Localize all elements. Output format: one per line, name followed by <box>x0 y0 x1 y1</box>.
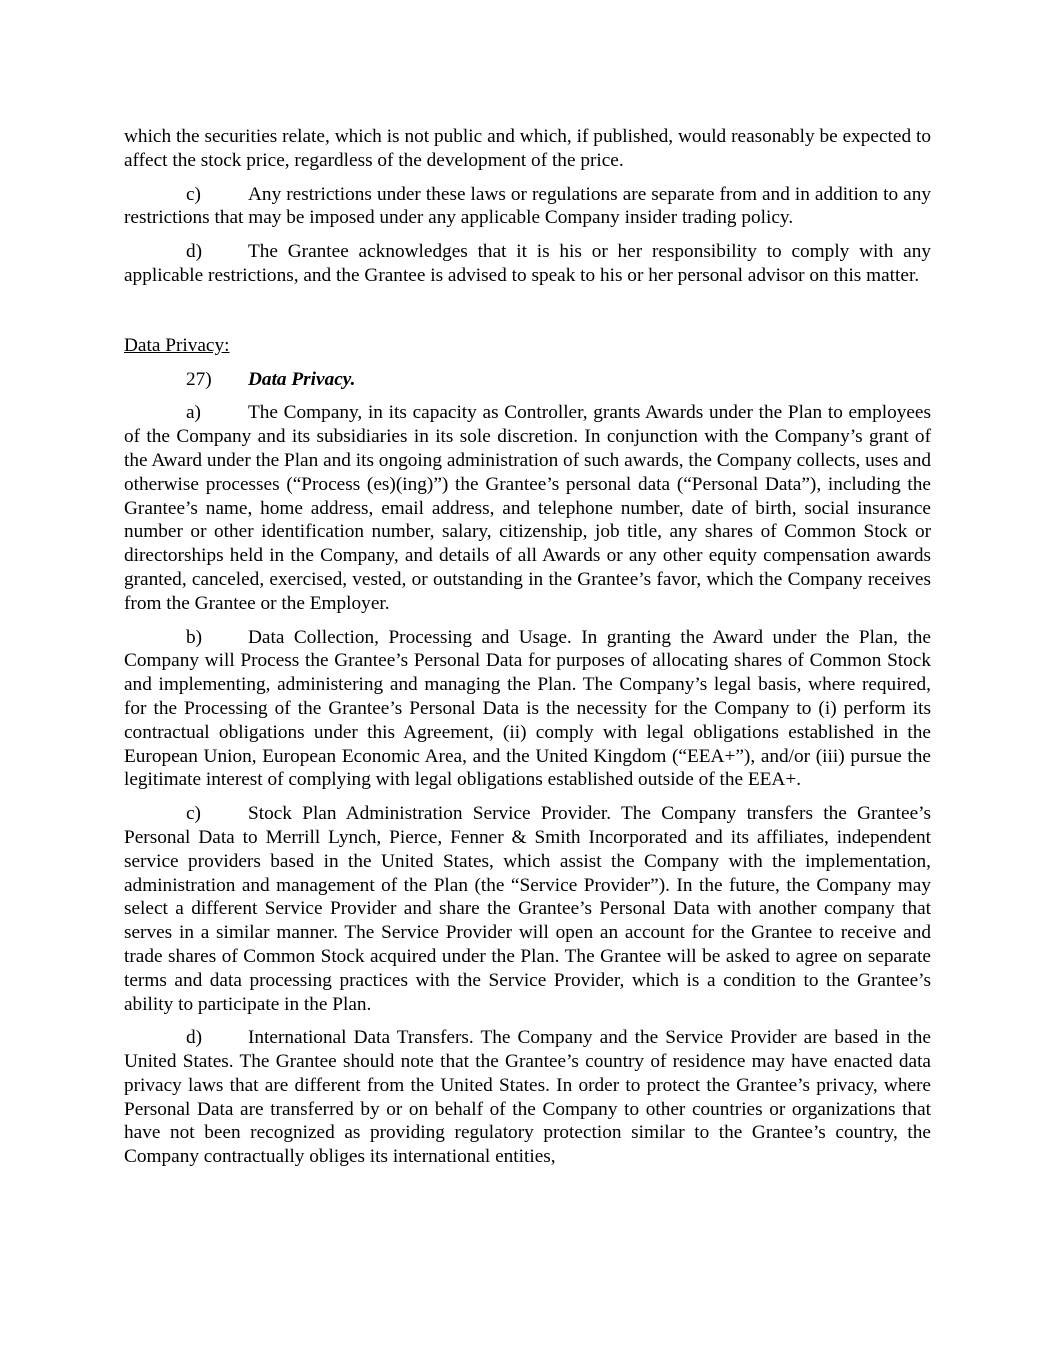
restrictions-paragraph <box>124 183 931 231</box>
paragraph-text: The Company, in its capacity as Controller, grants Awards under the Plan to employees of the Company and its subsidiaries in its sole discretion. In conjunction with the Company’s grant of the Award under the Plan and its ongoing administration of such awards, the Company collects, uses and otherwise processes (“Process (es)(ing)”) the Grantee’s personal data (“Personal Data”), including the Grantee’s name, home address, email address, and telephone number, date of birth, social insurance number or other identification number, salary, citizenship, job title, any shares of Common Stock or directorships held in the Company, and details of all Awards or any other equity compensation awards granted, canceled, exercised, vested, or outstanding in the Grantee’s favor, which the Company receives from the Grantee or the Employer. <box>124 402 931 614</box>
item-marker: d) <box>186 1027 203 1049</box>
item-marker: b) <box>186 626 203 648</box>
paragraph-text: The Grantee acknowledges that it is his or her responsibility to comply with any applicable restrictions, and the Grantee is advised to speak to his or her personal advisor on this matter. <box>124 241 931 286</box>
item-marker: c) <box>186 803 201 825</box>
section-number: 27) <box>186 368 212 390</box>
paragraph-text: Any restrictions under these laws or regulations are separate from and in addition to any restrictions that may be imposed under any applicable Company insider trading policy. <box>124 183 931 229</box>
paragraph-text: Data Collection, Processing and Usage. In granting the Award under the Plan, the Company will Process the Grantee’s Personal Data for purposes of allocating shares of Common Stock and implementing, administering and managing the Plan. The Company’s legal basis, where required, for the Processing of the Grantee’s Personal Data is the necessity for the Company to (i) perform its contractual obligations under this Agreement, (ii) comply with legal obligations established in the European Union, European Economic Area, and the United Kingdom (“EEA+”), and/or (iii) pursue the legitimate interest of complying with legal obligations established outside of the EEA+. <box>124 626 931 791</box>
section-title-line <box>124 368 931 392</box>
data-privacy-paragraph-d <box>124 1026 931 1169</box>
paragraph-text: Stock Plan Administration Service Provider. The Company transfers the Grantee’s Personal Data to Merrill Lynch, Pierce, Fenner & Smith Incorporated and its affiliates, independent service providers based in the United States, which assist the Company with the implementation, administration and management of the Plan (the “Service Provider”). In the future, the Company may select a different Service Provider and share the Grantee’s Personal Data with another company that serves in a similar manner. The Service Provider will open an account for the Grantee to receive and trade shares of Common Stock acquired under the Plan. The Grantee will be asked to agree on separate terms and data processing practices with the Service Provider, which is a condition to the Grantee’s ability to participate in the Plan. <box>124 803 931 1015</box>
intro-paragraph: which the securities relate, which is not public and which, if published, would reasonably be expected to affect the stock price, regardless of the development of the price. <box>124 126 931 171</box>
item-marker: a) <box>186 402 201 424</box>
data-privacy-paragraph-c <box>124 802 931 1016</box>
item-marker: c) <box>186 183 201 205</box>
acknowledgement-paragraph <box>124 240 931 288</box>
data-privacy-paragraph-b <box>124 626 931 793</box>
paragraph-text: International Data Transfers. The Company and the Service Provider are based in the United States. The Grantee should note that the Grantee’s country of residence may have enacted data privacy laws that are different from the United States. In order to protect the Grantee’s privacy, where Personal Data are transferred by or on behalf of the Company to other countries or organizations that have not been recognized as providing regulatory protection similar to the Grantee’s country, the Company contractually obliges its international entities, <box>124 1027 931 1168</box>
section-heading: Data Privacy: <box>124 334 230 356</box>
document-body <box>124 125 931 1169</box>
data-privacy-paragraph-a <box>124 401 931 615</box>
section-title: Data Privacy. <box>248 368 356 390</box>
item-marker: d) <box>186 241 203 263</box>
